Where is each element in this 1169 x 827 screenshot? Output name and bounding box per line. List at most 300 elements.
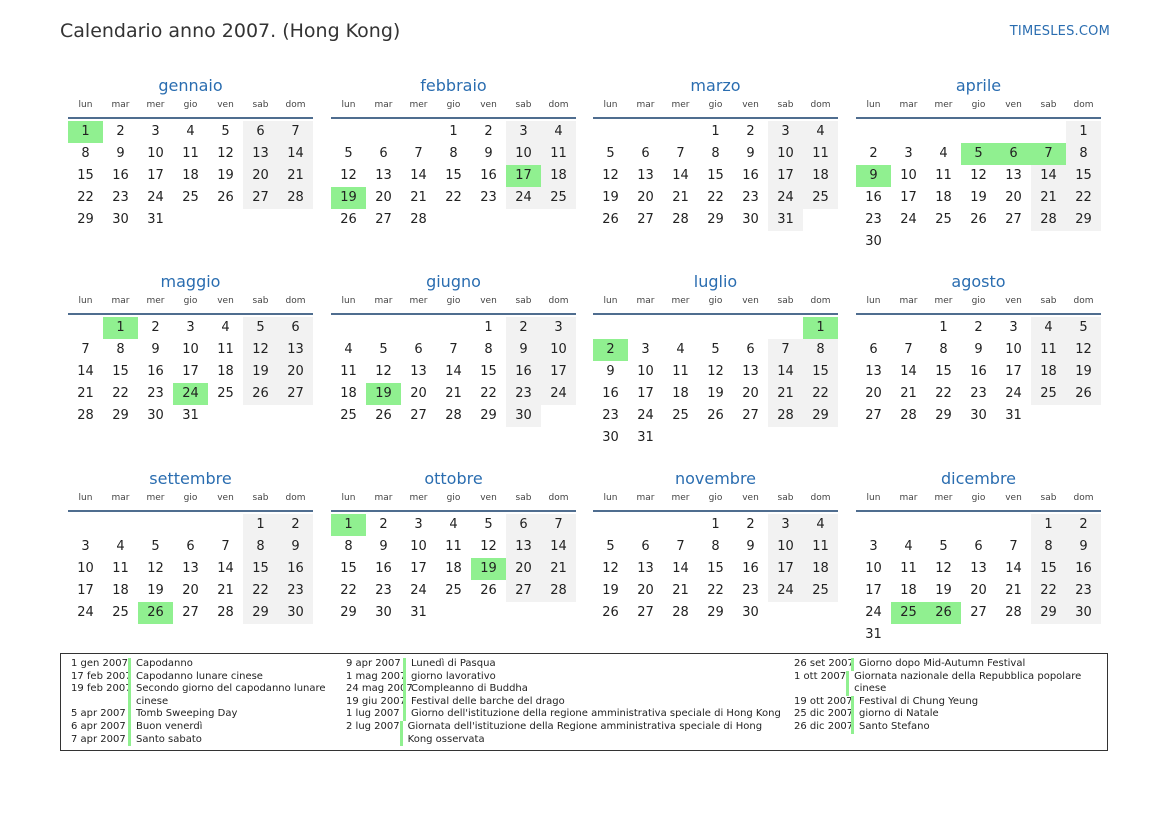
day-cell: 13	[1005, 168, 1022, 183]
day-cell: 13	[182, 561, 199, 576]
weekday-header	[856, 99, 1101, 113]
weekday-label: ven	[480, 296, 497, 306]
legend-row	[346, 683, 786, 696]
day-cell: 8	[243, 536, 278, 558]
month-febbraio	[331, 75, 576, 231]
day-cell: 10	[1005, 342, 1022, 357]
day-cell: 31	[637, 430, 654, 445]
day-cell: 17	[77, 583, 94, 598]
header-divider	[593, 510, 838, 512]
day-cell: 7	[676, 146, 685, 161]
weekday-label: mar	[374, 100, 393, 110]
day-cell: 2	[746, 517, 755, 532]
day-cell: 17	[541, 361, 576, 383]
day-cell: 18	[803, 558, 838, 580]
day-cell: 17	[1005, 364, 1022, 379]
day-cell: 26	[217, 190, 234, 205]
weekday-label: dom	[548, 296, 569, 306]
day-cell: 30	[506, 405, 541, 427]
day-cell: 2	[116, 124, 125, 139]
weekday-label: ven	[217, 493, 234, 503]
day-cell: 20	[278, 361, 313, 383]
day-cell: 9	[278, 536, 313, 558]
day-cell: 19	[217, 168, 234, 183]
weekday-label: sab	[1040, 493, 1057, 503]
day-cell: 28	[541, 580, 576, 602]
holiday-day: 6	[996, 143, 1031, 165]
legend-holiday-name: giorno di Natale	[851, 708, 939, 721]
weekday-label: sab	[252, 100, 269, 110]
day-cell: 25	[340, 408, 357, 423]
day-cell: 3	[186, 320, 195, 335]
weekday-label: mer	[146, 100, 165, 110]
day-cell: 20	[970, 583, 987, 598]
day-cell: 14	[77, 364, 94, 379]
day-cell: 27	[742, 408, 759, 423]
day-cell: 5	[221, 124, 230, 139]
day-cell: 28	[672, 212, 689, 227]
month-ottobre	[331, 468, 576, 624]
day-cell: 29	[707, 212, 724, 227]
day-cell: 13	[637, 168, 654, 183]
day-grid	[856, 514, 1101, 646]
weekday-label: ven	[480, 100, 497, 110]
day-cell: 22	[803, 383, 838, 405]
day-cell: 15	[112, 364, 129, 379]
day-cell: 25	[672, 408, 689, 423]
day-cell: 23	[147, 386, 164, 401]
weekday-label: mer	[934, 100, 953, 110]
empty-cell	[208, 514, 243, 536]
day-cell: 11	[340, 364, 357, 379]
day-cell: 9	[1066, 536, 1101, 558]
day-cell: 11	[900, 561, 917, 576]
day-cell: 31	[147, 212, 164, 227]
legend-date: 26 set 2007	[794, 658, 854, 669]
day-cell: 15	[707, 168, 724, 183]
holiday-day: 1	[331, 514, 366, 536]
holiday-day: 24	[173, 383, 208, 405]
day-cell: 11	[182, 146, 199, 161]
day-cell: 23	[742, 190, 759, 205]
day-cell: 22	[707, 583, 724, 598]
day-cell: 8	[1066, 143, 1101, 165]
day-cell: 16	[742, 561, 759, 576]
day-cell: 17	[410, 561, 427, 576]
day-grid	[68, 317, 313, 427]
day-cell: 2	[1066, 514, 1101, 536]
weekday-label: dom	[1073, 296, 1094, 306]
day-cell: 13	[375, 168, 392, 183]
day-cell: 10	[182, 342, 199, 357]
day-cell: 24	[768, 187, 803, 209]
weekday-label: lun	[603, 493, 618, 503]
day-cell: 23	[375, 583, 392, 598]
day-cell: 25	[803, 187, 838, 209]
day-cell: 17	[768, 165, 803, 187]
weekday-header	[68, 492, 313, 506]
day-cell: 30	[742, 605, 759, 620]
day-cell: 4	[939, 146, 948, 161]
day-cell: 26	[375, 408, 392, 423]
empty-cell	[856, 121, 891, 143]
holiday-day: 1	[803, 317, 838, 339]
weekday-label: mar	[636, 100, 655, 110]
legend-holiday-name: Buon venerdì	[128, 721, 202, 734]
month-title: aprile	[955, 76, 1002, 95]
day-cell: 17	[637, 386, 654, 401]
day-cell: 9	[974, 342, 983, 357]
day-cell: 4	[541, 121, 576, 143]
empty-cell	[856, 514, 891, 536]
day-cell: 1	[1031, 514, 1066, 536]
day-cell: 2	[974, 320, 983, 335]
empty-cell	[366, 317, 401, 339]
empty-cell	[663, 514, 698, 536]
weekday-label: gio	[183, 296, 198, 306]
empty-cell	[593, 514, 628, 536]
day-cell: 8	[711, 146, 720, 161]
day-cell: 3	[414, 517, 423, 532]
holiday-day: 17	[506, 165, 541, 187]
day-cell: 21	[217, 583, 234, 598]
day-cell: 7	[541, 514, 576, 536]
legend-row	[346, 708, 786, 721]
legend-row	[794, 658, 1094, 671]
day-cell: 27	[1005, 212, 1022, 227]
weekday-label: sab	[777, 493, 794, 503]
page-title: Calendario anno 2007. (Hong Kong)	[60, 20, 401, 42]
day-cell: 17	[768, 558, 803, 580]
header-divider	[331, 510, 576, 512]
day-cell: 20	[506, 558, 541, 580]
weekday-label: ven	[1005, 493, 1022, 503]
month-novembre	[593, 468, 838, 624]
day-cell: 22	[707, 190, 724, 205]
month-agosto	[856, 271, 1101, 427]
legend-date: 6 apr 2007	[71, 720, 126, 732]
day-cell: 18	[1031, 361, 1066, 383]
day-cell: 19	[147, 583, 164, 598]
day-cell: 24	[77, 605, 94, 620]
day-cell: 5	[711, 342, 720, 357]
empty-cell	[628, 514, 663, 536]
day-cell: 9	[116, 146, 125, 161]
weekday-label: mer	[409, 296, 428, 306]
day-cell: 29	[480, 408, 497, 423]
legend-holiday-name: Festival di Chung Yeung	[851, 696, 978, 709]
day-cell: 27	[865, 408, 882, 423]
day-cell: 8	[344, 539, 353, 554]
day-cell: 1	[939, 320, 948, 335]
weekday-label: dom	[285, 100, 306, 110]
legend-row	[794, 696, 1094, 709]
header-divider	[68, 117, 313, 119]
day-cell: 6	[243, 121, 278, 143]
weekday-label: mar	[899, 493, 918, 503]
weekday-label: gio	[708, 296, 723, 306]
day-cell: 16	[278, 558, 313, 580]
empty-cell	[961, 121, 996, 143]
day-cell: 20	[375, 190, 392, 205]
day-cell: 12	[375, 364, 392, 379]
legend-row	[71, 721, 341, 734]
day-cell: 13	[865, 364, 882, 379]
weekday-label: mar	[111, 100, 130, 110]
legend-date: 1 gen 2007	[71, 658, 129, 669]
day-cell: 28	[217, 605, 234, 620]
empty-cell	[103, 514, 138, 536]
day-cell: 1	[243, 514, 278, 536]
day-grid	[331, 514, 576, 624]
legend-date: 19 giu 2007	[346, 695, 406, 707]
day-cell: 22	[243, 580, 278, 602]
day-cell: 27	[637, 605, 654, 620]
day-cell: 5	[379, 342, 388, 357]
weekday-label: ven	[1005, 100, 1022, 110]
month-title: ottobre	[424, 469, 483, 488]
day-cell: 2	[484, 124, 493, 139]
day-cell: 26	[602, 605, 619, 620]
holiday-day: 7	[1031, 143, 1066, 165]
day-cell: 23	[278, 580, 313, 602]
legend-date: 5 apr 2007	[71, 708, 126, 720]
weekday-header	[68, 295, 313, 309]
legend-holiday-name: giorno lavorativo	[403, 671, 496, 684]
weekday-label: mar	[636, 493, 655, 503]
day-cell: 5	[243, 317, 278, 339]
day-cell: 12	[602, 168, 619, 183]
day-cell: 5	[606, 146, 615, 161]
day-cell: 4	[116, 539, 125, 554]
holiday-day: 26	[138, 602, 173, 624]
day-cell: 26	[480, 583, 497, 598]
day-grid	[593, 317, 838, 449]
header-divider	[593, 117, 838, 119]
day-cell: 28	[768, 405, 803, 427]
day-cell: 14	[900, 364, 917, 379]
day-cell: 11	[445, 539, 462, 554]
day-cell: 10	[768, 143, 803, 165]
empty-cell	[926, 121, 961, 143]
day-cell: 17	[900, 190, 917, 205]
day-cell: 23	[742, 583, 759, 598]
day-cell: 6	[641, 146, 650, 161]
day-cell: 19	[707, 386, 724, 401]
day-cell: 9	[151, 342, 160, 357]
holiday-day: 19	[366, 383, 401, 405]
weekday-label: dom	[810, 296, 831, 306]
day-cell: 7	[1009, 539, 1018, 554]
day-cell: 26	[1066, 383, 1101, 405]
day-cell: 21	[1031, 187, 1066, 209]
holiday-day: 2	[593, 339, 628, 361]
weekday-label: gio	[971, 296, 986, 306]
holiday-day: 19	[471, 558, 506, 580]
weekday-label: mar	[636, 296, 655, 306]
day-cell: 16	[506, 361, 541, 383]
day-cell: 14	[1031, 165, 1066, 187]
empty-cell	[331, 121, 366, 143]
header-divider	[331, 313, 576, 315]
empty-cell	[961, 514, 996, 536]
day-grid	[68, 514, 313, 624]
day-cell: 18	[541, 165, 576, 187]
day-cell: 4	[1031, 317, 1066, 339]
legend-holiday-name: Giornata dell'istituzione della Regione amministrativa speciale di Hong Kong osservata	[400, 721, 786, 746]
day-cell: 9	[379, 539, 388, 554]
day-cell: 21	[672, 190, 689, 205]
day-cell: 29	[340, 605, 357, 620]
weekday-label: mer	[146, 296, 165, 306]
weekday-label: lun	[866, 493, 881, 503]
legend-row	[794, 708, 1094, 721]
weekday-label: sab	[1040, 100, 1057, 110]
day-cell: 3	[506, 121, 541, 143]
day-cell: 2	[869, 146, 878, 161]
month-title: marzo	[690, 76, 741, 95]
day-cell: 6	[414, 342, 423, 357]
legend-date: 1 lug 2007	[346, 708, 400, 720]
header-divider	[593, 313, 838, 315]
header-divider	[331, 117, 576, 119]
day-cell: 20	[742, 386, 759, 401]
day-cell: 30	[112, 212, 129, 227]
day-cell: 22	[77, 190, 94, 205]
day-cell: 12	[970, 168, 987, 183]
day-cell: 16	[742, 168, 759, 183]
day-cell: 29	[707, 605, 724, 620]
day-cell: 14	[1005, 561, 1022, 576]
legend-row	[794, 671, 1094, 696]
day-cell: 1	[484, 320, 493, 335]
day-grid	[593, 121, 838, 231]
empty-cell	[138, 514, 173, 536]
day-cell: 4	[904, 539, 913, 554]
month-marzo	[593, 75, 838, 231]
weekday-label: mer	[671, 100, 690, 110]
day-cell: 26	[243, 383, 278, 405]
legend-holiday-name: Tomb Sweeping Day	[128, 708, 237, 721]
day-cell: 10	[410, 539, 427, 554]
day-cell: 30	[742, 212, 759, 227]
day-cell: 23	[480, 190, 497, 205]
day-cell: 29	[1066, 209, 1101, 231]
month-title: novembre	[674, 469, 757, 488]
day-cell: 15	[803, 361, 838, 383]
header-divider	[68, 313, 313, 315]
day-cell: 6	[506, 514, 541, 536]
day-cell: 11	[803, 536, 838, 558]
day-cell: 5	[484, 517, 493, 532]
day-cell: 15	[77, 168, 94, 183]
day-cell: 30	[278, 602, 313, 624]
weekday-label: ven	[217, 296, 234, 306]
legend-date: 17 feb 2007	[71, 670, 132, 682]
day-grid	[856, 121, 1101, 253]
weekday-label: dom	[1073, 493, 1094, 503]
day-cell: 10	[541, 339, 576, 361]
day-cell: 28	[445, 408, 462, 423]
day-cell: 10	[900, 168, 917, 183]
day-cell: 25	[1031, 383, 1066, 405]
day-cell: 18	[900, 583, 917, 598]
weekday-header	[331, 99, 576, 113]
day-cell: 16	[602, 386, 619, 401]
day-cell: 7	[449, 342, 458, 357]
weekday-label: gio	[446, 296, 461, 306]
day-cell: 28	[900, 408, 917, 423]
legend-column-3	[794, 658, 1094, 734]
header-divider	[856, 510, 1101, 512]
weekday-label: gio	[708, 100, 723, 110]
day-cell: 25	[445, 583, 462, 598]
day-cell: 2	[746, 124, 755, 139]
empty-cell	[926, 514, 961, 536]
day-cell: 10	[506, 143, 541, 165]
holiday-day: 25	[891, 602, 926, 624]
legend-row	[71, 734, 341, 747]
day-cell: 8	[81, 146, 90, 161]
day-cell: 21	[445, 386, 462, 401]
weekday-header	[856, 295, 1101, 309]
month-title: gennaio	[158, 76, 223, 95]
legend-column-2	[346, 658, 786, 746]
weekday-label: gio	[446, 493, 461, 503]
day-cell: 19	[243, 361, 278, 383]
legend-holiday-name: Capodanno lunare cinese	[128, 671, 263, 684]
day-cell: 8	[116, 342, 125, 357]
empty-cell	[366, 121, 401, 143]
day-cell: 22	[1031, 580, 1066, 602]
legend-column-1	[71, 658, 341, 746]
day-cell: 10	[147, 146, 164, 161]
day-cell: 26	[970, 212, 987, 227]
month-title: febbraio	[420, 76, 487, 95]
empty-cell	[733, 317, 768, 339]
empty-cell	[768, 317, 803, 339]
empty-cell	[436, 317, 471, 339]
weekday-header	[856, 492, 1101, 506]
month-title: agosto	[951, 272, 1006, 291]
weekday-label: lun	[78, 296, 93, 306]
site-link[interactable]: TIMESLES.COM	[1009, 24, 1110, 39]
day-cell: 19	[970, 190, 987, 205]
day-cell: 31	[768, 209, 803, 231]
weekday-label: ven	[742, 296, 759, 306]
day-cell: 2	[278, 514, 313, 536]
weekday-label: mer	[409, 100, 428, 110]
month-gennaio	[68, 75, 313, 231]
day-cell: 7	[904, 342, 913, 357]
day-cell: 14	[672, 561, 689, 576]
day-cell: 18	[935, 190, 952, 205]
weekday-label: dom	[548, 493, 569, 503]
weekday-label: gio	[971, 493, 986, 503]
day-cell: 5	[151, 539, 160, 554]
day-cell: 2	[379, 517, 388, 532]
day-cell: 10	[865, 561, 882, 576]
day-cell: 19	[935, 583, 952, 598]
day-cell: 30	[147, 408, 164, 423]
day-cell: 15	[707, 561, 724, 576]
weekday-header	[593, 295, 838, 309]
day-cell: 12	[147, 561, 164, 576]
day-cell: 18	[217, 364, 234, 379]
day-cell: 27	[410, 408, 427, 423]
day-cell: 14	[445, 364, 462, 379]
day-cell: 21	[77, 386, 94, 401]
